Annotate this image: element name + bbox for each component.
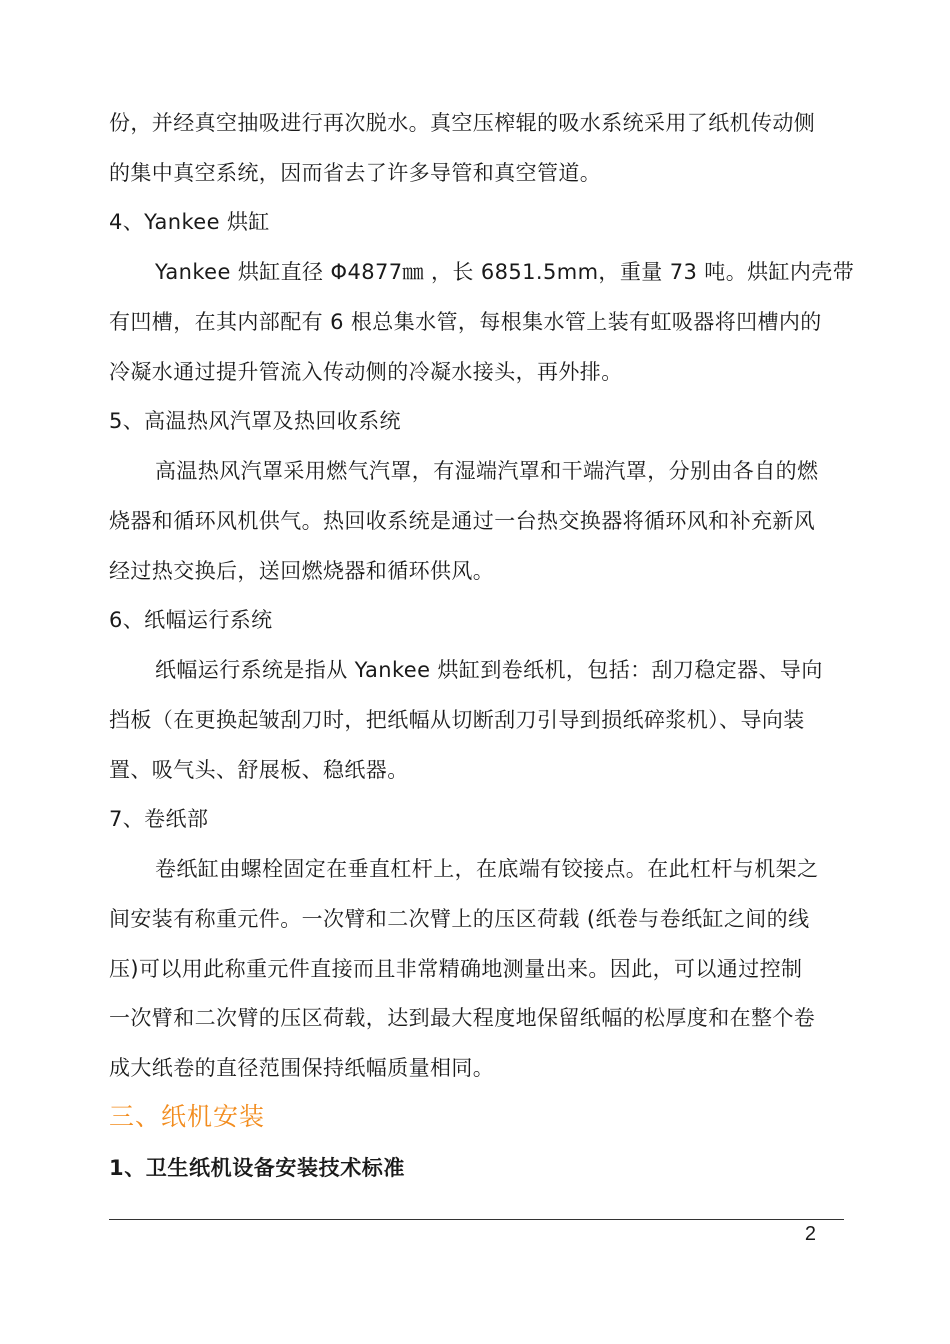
subsection-heading: 1、卫生纸机设备安装技术标准 [109, 1156, 406, 1180]
body-line: 压)可以用此称重元件直接而且非常精确地测量出来。因此，可以通过控制 [109, 957, 803, 981]
body-line: Yankee 烘缸直径 Φ4877㎜ ，长 6851.5mm，重量 73 吨。烘缸内壳带 [155, 260, 855, 284]
body-line: 高温热风汽罩采用燃气汽罩，有湿端汽罩和干端汽罩，分别由各自的燃 [155, 459, 819, 483]
section-heading: 三、纸机安装 [109, 1102, 266, 1131]
body-line: 置、吸气头、舒展板、稳纸器。 [109, 758, 409, 782]
footer-divider [109, 1219, 844, 1220]
body-line: 冷凝水通过提升管流入传动侧的冷凝水接头，再外排。 [109, 360, 623, 384]
body-line: 成大纸卷的直径范围保持纸幅质量相同。 [109, 1056, 495, 1080]
item-heading-hood: 5、高温热风汽罩及热回收系统 [109, 409, 401, 433]
body-line: 纸幅运行系统是指从 Yankee 烘缸到卷纸机，包括：刮刀稳定器、导向 [155, 658, 823, 682]
body-line: 间安装有称重元件。一次臂和二次臂上的压区荷载 (纸卷与卷纸缸之间的线 [109, 907, 810, 931]
body-line: 卷纸缸由螺栓固定在垂直杠杆上，在底端有铰接点。在此杠杆与机架之 [155, 857, 819, 881]
body-line: 烧器和循环风机供气。热回收系统是通过一台热交换器将循环风和补充新风 [109, 509, 816, 533]
item-heading-reel: 7、卷纸部 [109, 807, 209, 831]
item-heading-yankee: 4、Yankee 烘缸 [109, 210, 270, 234]
body-line: 的集中真空系统，因而省去了许多导管和真空管道。 [109, 161, 602, 185]
item-heading-web-run: 6、纸幅运行系统 [109, 608, 273, 632]
body-line: 一次臂和二次臂的压区荷载，达到最大程度地保留纸幅的松厚度和在整个卷 [109, 1006, 816, 1030]
body-line: 挡板（在更换起皱刮刀时，把纸幅从切断刮刀引导到损纸碎浆机）、导向装 [109, 708, 805, 732]
body-line: 经过热交换后，送回燃烧器和循环供风。 [109, 559, 495, 583]
body-line: 有凹槽，在其内部配有 6 根总集水管，每根集水管上装有虹吸器将凹槽内的 [109, 310, 822, 334]
page-number: 2 [804, 1223, 816, 1245]
body-line: 份，并经真空抽吸进行再次脱水。真空压榨辊的吸水系统采用了纸机传动侧 [109, 111, 816, 135]
